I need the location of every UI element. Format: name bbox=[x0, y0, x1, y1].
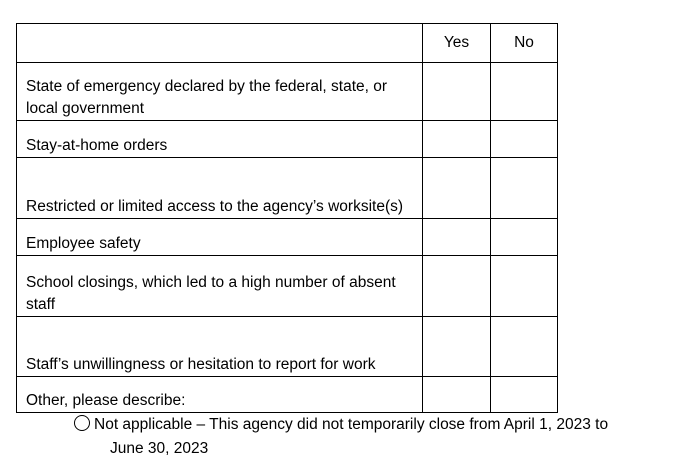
row-label: Stay-at-home orders bbox=[17, 121, 423, 158]
row-label: Other, please describe: bbox=[17, 377, 423, 413]
table-row bbox=[17, 317, 558, 377]
no-cell[interactable] bbox=[491, 317, 558, 377]
header-yes: Yes bbox=[423, 24, 491, 63]
no-cell[interactable] bbox=[491, 219, 558, 256]
header-no: No bbox=[491, 24, 558, 63]
radio-button[interactable] bbox=[74, 415, 90, 431]
no-cell[interactable] bbox=[491, 121, 558, 158]
row-label: School closings, which led to a high number of absent staff bbox=[17, 256, 423, 317]
row-label: State of emergency declared by the federal, state, or local government bbox=[17, 63, 423, 121]
table-row bbox=[17, 63, 558, 121]
table-row bbox=[17, 219, 558, 256]
table-row bbox=[17, 256, 558, 317]
option-text-line1: Not applicable – This agency did not temporarily close from April 1, 2023 to bbox=[94, 416, 609, 433]
not-applicable-option[interactable] bbox=[74, 413, 689, 461]
yes-cell[interactable] bbox=[423, 158, 491, 219]
yes-cell[interactable] bbox=[423, 219, 491, 256]
yes-cell[interactable] bbox=[423, 63, 491, 121]
yes-cell[interactable] bbox=[423, 121, 491, 158]
no-cell[interactable] bbox=[491, 158, 558, 219]
yes-cell[interactable] bbox=[423, 377, 491, 413]
header-blank bbox=[17, 24, 423, 63]
row-label: Employee safety bbox=[17, 219, 423, 256]
header-row bbox=[17, 24, 558, 63]
table-row bbox=[17, 377, 558, 413]
yes-cell[interactable] bbox=[423, 256, 491, 317]
row-label: Staff’s unwillingness or hesitation to report for work bbox=[17, 317, 423, 377]
no-cell[interactable] bbox=[491, 256, 558, 317]
option-text-line2: June 30, 2023 bbox=[110, 440, 209, 457]
no-cell[interactable] bbox=[491, 377, 558, 413]
no-cell[interactable] bbox=[491, 63, 558, 121]
yes-cell[interactable] bbox=[423, 317, 491, 377]
row-label: Restricted or limited access to the agency’s worksite(s) bbox=[17, 158, 423, 219]
table-row bbox=[17, 121, 558, 158]
closure-reasons-table bbox=[16, 23, 558, 413]
table-row bbox=[17, 158, 558, 219]
